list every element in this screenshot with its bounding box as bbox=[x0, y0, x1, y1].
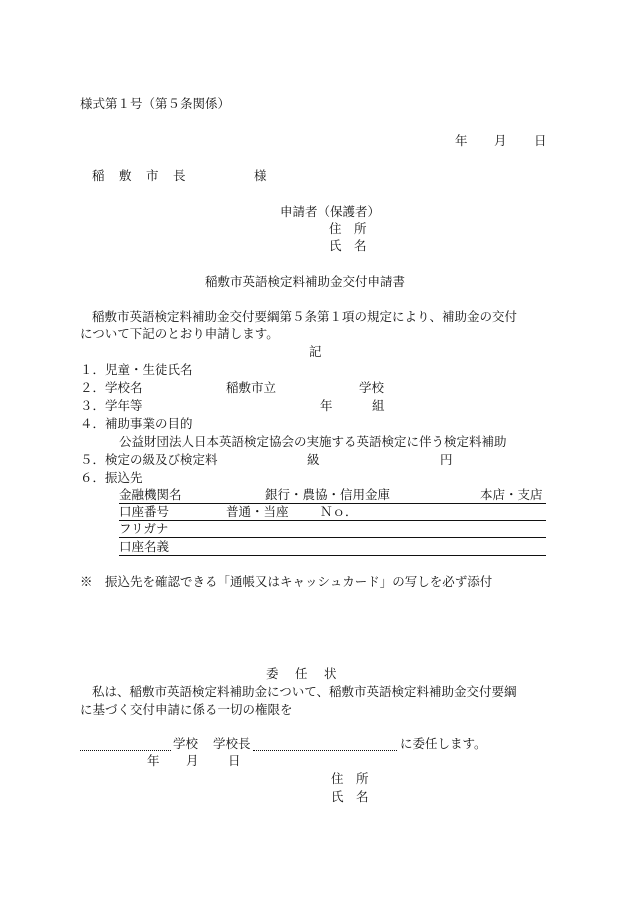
bank-row-line-3 bbox=[119, 537, 546, 538]
proxy-title: 委 任 状 bbox=[266, 666, 339, 681]
proxy-name: 氏 名 bbox=[331, 789, 369, 804]
item-grade-class: 組 bbox=[372, 398, 385, 413]
item-bank: ６．振込先 bbox=[80, 470, 143, 485]
item-level: ５．検定の級及び検定料 bbox=[80, 452, 218, 467]
attachment-note: ※ 振込先を確認できる「通帳又はキャッシュカード」の写しを必ず添付 bbox=[80, 574, 493, 589]
proxy-line-1: 私は、稲敷市英語検定料補助金について、稲敷市英語検定料補助金交付要綱 bbox=[92, 684, 517, 699]
bank-furigana-label: フリガナ bbox=[119, 521, 169, 536]
item-grade-year: 年 bbox=[320, 398, 333, 413]
proxy-school: 学校 bbox=[173, 736, 199, 751]
intro-line-2: について下記のとおり申請します。 bbox=[80, 326, 279, 341]
applicant-title: 申請者（保護者） bbox=[280, 204, 381, 219]
intro-line-1: 稲敷市英語検定料補助金交付要綱第５条第１項の規定により、補助金の交付 bbox=[92, 309, 518, 324]
item-student: １．児童・生徒氏名 bbox=[80, 362, 193, 377]
item-school-prefix: 稲敷市立 bbox=[226, 380, 277, 395]
bank-institution-label: 金融機関名 bbox=[119, 487, 182, 502]
bank-account-number-label: 口座番号 bbox=[119, 504, 170, 519]
date-year: 年 bbox=[455, 133, 468, 148]
bank-row-line-4 bbox=[119, 555, 546, 556]
item-level-yen: 円 bbox=[440, 452, 453, 467]
date-month: 月 bbox=[494, 133, 507, 148]
proxy-principal-blank bbox=[253, 750, 397, 751]
item-level-kyu: 級 bbox=[307, 452, 320, 467]
form-number: 様式第１号（第５条関係） bbox=[80, 96, 231, 111]
bank-row-line-2 bbox=[119, 520, 546, 521]
document-title: 稲敷市英語検定料補助金交付申請書 bbox=[205, 274, 406, 289]
bank-account-name-label: 口座名義 bbox=[119, 539, 170, 554]
item-school: ２．学校名 bbox=[80, 380, 143, 395]
proxy-principal: 学校長 bbox=[213, 736, 251, 751]
addressee-mayor: 稲 敷 市 長 bbox=[92, 168, 187, 183]
item-grade: ３．学年等 bbox=[80, 398, 143, 413]
addressee-honorific: 様 bbox=[254, 168, 267, 183]
bank-branch-types: 本店・支店 bbox=[480, 487, 543, 502]
bank-account-types: 普通・当座 bbox=[226, 504, 289, 519]
proxy-school-blank bbox=[80, 750, 171, 751]
proxy-date-month: 月 bbox=[186, 753, 199, 768]
proxy-address: 住 所 bbox=[331, 771, 369, 786]
applicant-address: 住 所 bbox=[329, 221, 367, 236]
proxy-date-day: 日 bbox=[228, 753, 241, 768]
date-day: 日 bbox=[534, 133, 547, 148]
ki-mark: 記 bbox=[309, 344, 322, 359]
proxy-line-2: に基づく交付申請に係る一切の権限を bbox=[80, 702, 293, 717]
item-purpose: ４．補助事業の目的 bbox=[80, 416, 193, 431]
item-school-suffix: 学校 bbox=[359, 380, 385, 395]
proxy-date-year: 年 bbox=[147, 753, 160, 768]
applicant-name: 氏 名 bbox=[329, 238, 367, 253]
item-purpose-text: 公益財団法人日本英語検定協会の実施する英語検定に伴う検定料補助 bbox=[119, 434, 507, 449]
proxy-entrust: に委任します。 bbox=[400, 736, 487, 751]
bank-account-no: Ｎｏ． bbox=[320, 504, 358, 519]
bank-institution-types: 銀行・農協・信用金庫 bbox=[265, 487, 391, 502]
